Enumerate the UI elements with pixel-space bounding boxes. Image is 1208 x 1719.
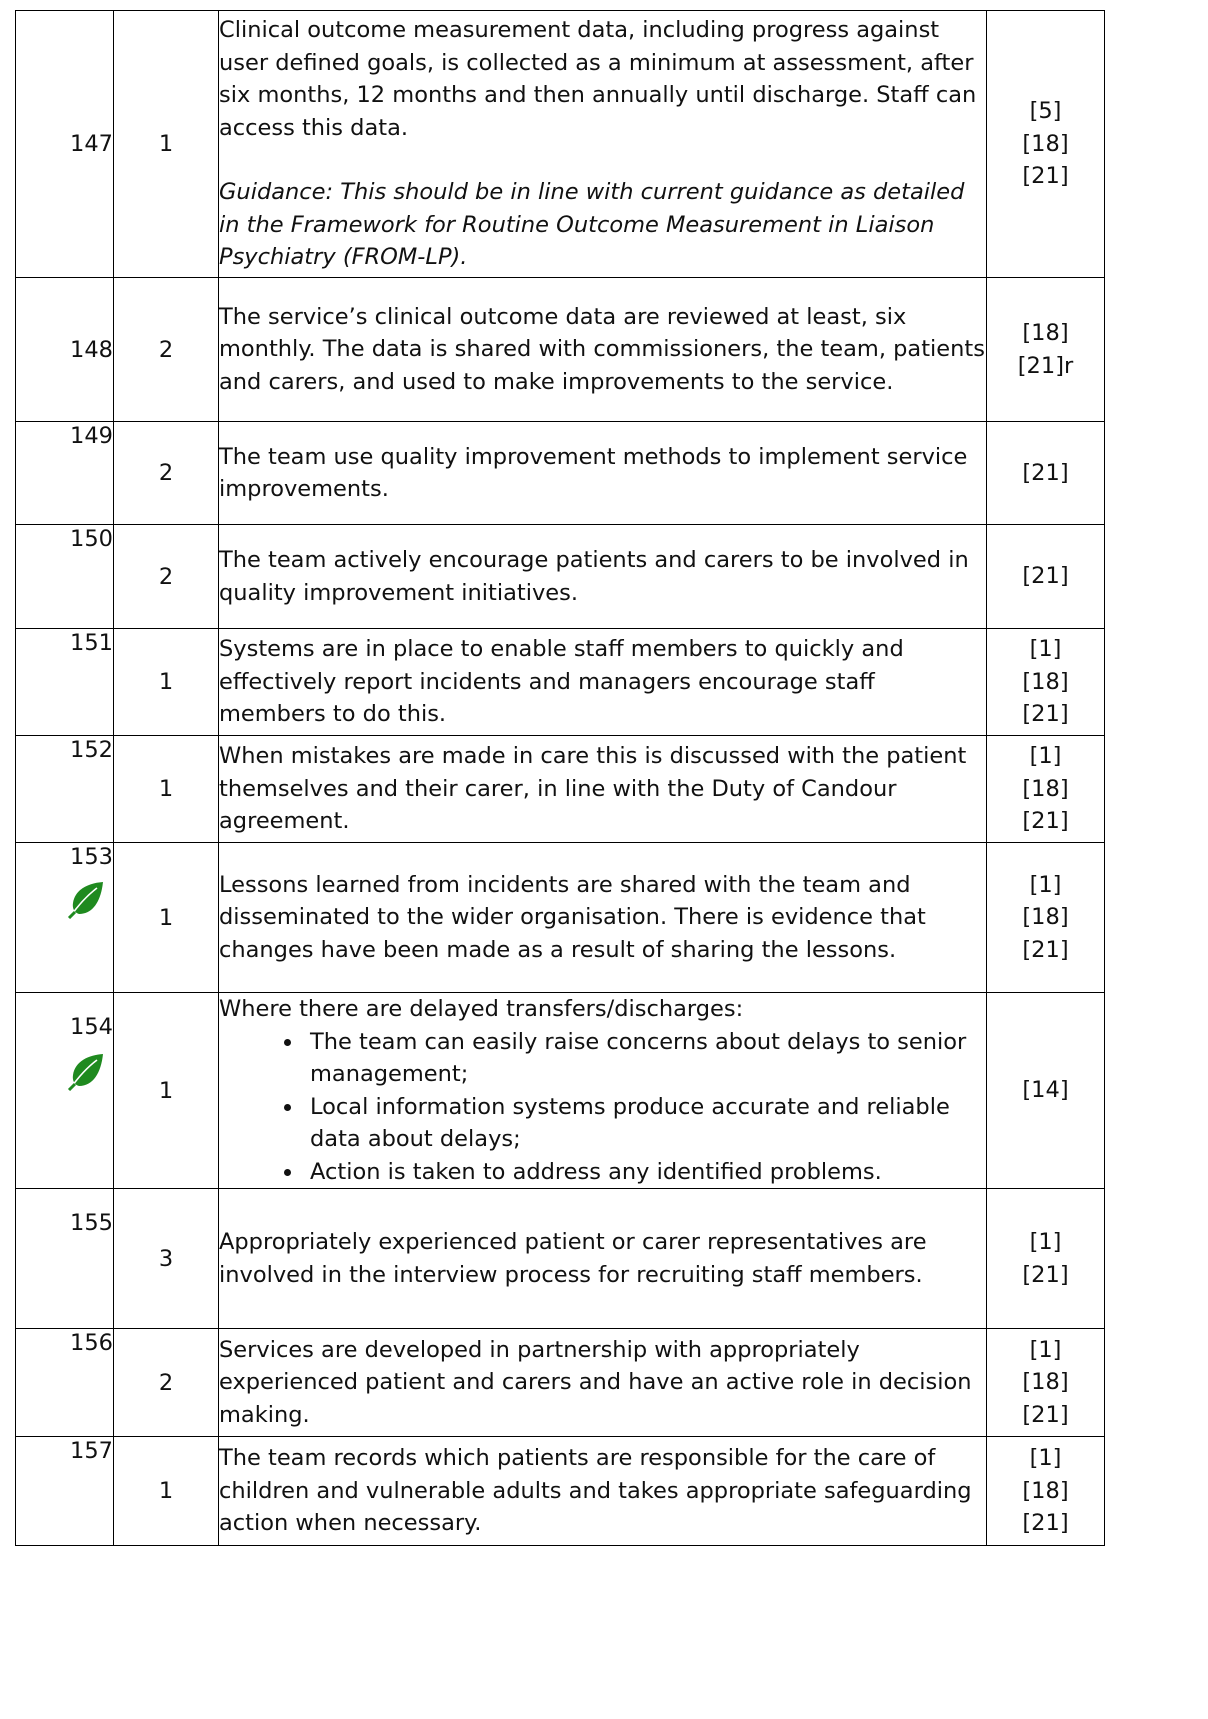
standard-level: 1 — [114, 629, 219, 736]
standard-text: The team records which patients are responsible for the care of children and vulnerable adults and takes appropriate safeguarding action when necessary. — [219, 1445, 972, 1537]
reference: [21] — [1022, 1261, 1069, 1288]
reference: [18] — [1022, 775, 1069, 802]
standard-text-cell — [219, 736, 987, 843]
references-cell — [987, 1437, 1105, 1546]
standard-text: Services are developed in partnership with appropriately experienced patient and carers and have an active role in decision making. — [219, 1336, 972, 1428]
table-row — [16, 278, 1105, 422]
standards-table — [15, 10, 1105, 1546]
standard-number-cell — [16, 422, 114, 525]
standard-level: 1 — [114, 843, 219, 993]
standard-text: Clinical outcome measurement data, including progress against user defined goals, is collected as a minimum at assessment, after six months, 12 months and then annually until discharge. Staff can access this data. — [219, 17, 977, 141]
table-row — [16, 1329, 1105, 1437]
table-row — [16, 422, 1105, 525]
standard-text: The team use quality improvement methods to implement service improvements. — [219, 443, 968, 502]
table-row — [16, 629, 1105, 736]
standard-number-cell — [16, 525, 114, 629]
standard-text: Lessons learned from incidents are shared with the team and disseminated to the wider organisation. There is evidence that changes have been made as a result of sharing the lessons. — [219, 871, 926, 963]
table-row — [16, 525, 1105, 629]
standard-guidance: Guidance: This should be in line with current guidance as detailed in the Framework for Routine Outcome Measurement in Liaison Psychiatry (FROM-LP). — [219, 179, 965, 271]
leaf-icon — [67, 879, 107, 919]
references-cell — [987, 278, 1105, 422]
table-row — [16, 1437, 1105, 1546]
standard-number-cell — [16, 736, 114, 843]
reference: [21] — [1022, 1401, 1069, 1428]
reference: [1] — [1029, 1445, 1062, 1472]
bullet-list — [219, 1026, 986, 1189]
standard-level: 3 — [114, 1189, 219, 1329]
standard-level: 2 — [114, 278, 219, 422]
standard-level: 2 — [114, 422, 219, 525]
reference: [21] — [1022, 1510, 1069, 1537]
table-row — [16, 11, 1105, 278]
reference: [21] — [1022, 563, 1069, 590]
table-row — [16, 993, 1105, 1189]
reference: [18] — [1022, 130, 1069, 157]
standard-text-cell — [219, 525, 987, 629]
standard-number-cell — [16, 629, 114, 736]
standard-number: 152 — [70, 737, 113, 763]
references-cell — [987, 525, 1105, 629]
standard-text: The team actively encourage patients and carers to be involved in quality improvement initiatives. — [219, 547, 969, 606]
standard-number-cell — [16, 278, 114, 422]
standard-number: 149 — [70, 423, 113, 449]
standard-text-cell — [219, 1329, 987, 1437]
references-cell — [987, 11, 1105, 278]
table-row — [16, 736, 1105, 843]
standard-text-cell — [219, 993, 987, 1189]
standard-number-cell — [16, 843, 114, 993]
reference: [21] — [1022, 701, 1069, 728]
standard-level: 1 — [114, 736, 219, 843]
references-cell — [987, 843, 1105, 993]
list-item: • Action is taken to address any identified problems. — [304, 1156, 986, 1189]
standard-level: 1 — [114, 1437, 219, 1546]
standard-text: When mistakes are made in care this is discussed with the patient themselves and their carer, in line with the Duty of Candour agreement. — [219, 743, 967, 835]
standard-level: 1 — [114, 11, 219, 278]
reference: [21]r — [1017, 352, 1074, 379]
reference: [14] — [1022, 1077, 1069, 1104]
references-cell — [987, 993, 1105, 1189]
standard-number: 157 — [70, 1438, 113, 1464]
references-cell — [987, 1189, 1105, 1329]
standard-text-cell — [219, 843, 987, 993]
standard-text: Systems are in place to enable staff members to quickly and effectively report incidents and managers encourage staff members to do this. — [219, 636, 904, 728]
standard-number: 154 — [70, 1014, 113, 1040]
references-cell — [987, 629, 1105, 736]
references-cell — [987, 736, 1105, 843]
standard-number-cell — [16, 11, 114, 278]
standard-text-cell — [219, 278, 987, 422]
reference: [21] — [1022, 163, 1069, 190]
standard-text-cell — [219, 11, 987, 278]
standard-number: 151 — [70, 630, 113, 656]
standard-number: 155 — [70, 1210, 113, 1236]
leaf-icon — [67, 1051, 107, 1091]
list-item: • Local information systems produce accurate and reliable data about delays; — [304, 1091, 986, 1156]
reference: [18] — [1022, 320, 1069, 346]
reference: [21] — [1022, 936, 1069, 963]
standard-number: 150 — [70, 526, 113, 552]
standard-text: Where there are delayed transfers/discharges: — [219, 996, 744, 1022]
standard-text-cell — [219, 1437, 987, 1546]
reference: [1] — [1029, 636, 1062, 663]
reference: [21] — [1022, 459, 1069, 486]
reference: [5] — [1029, 98, 1062, 125]
reference: [21] — [1022, 808, 1069, 835]
reference: [1] — [1029, 743, 1062, 770]
standard-number: 148 — [70, 336, 113, 363]
standard-text-cell — [219, 1189, 987, 1329]
list-item: • The team can easily raise concerns about delays to senior management; — [304, 1026, 986, 1091]
standard-number: 153 — [70, 844, 113, 870]
table-row — [16, 843, 1105, 993]
reference: [18] — [1022, 668, 1069, 695]
reference: [18] — [1022, 1477, 1069, 1504]
standard-text: Appropriately experienced patient or carer representatives are involved in the interview process for recruiting staff members. — [219, 1229, 927, 1288]
standard-level: 2 — [114, 525, 219, 629]
standard-number-cell — [16, 993, 114, 1189]
standard-text: The service’s clinical outcome data are reviewed at least, six monthly. The data is shared with commissioners, the team, patients and carers, and used to make improvements to the service. — [219, 303, 985, 395]
standard-number-cell — [16, 1329, 114, 1437]
reference: [1] — [1029, 1229, 1062, 1255]
references-cell — [987, 1329, 1105, 1437]
references-cell — [987, 422, 1105, 525]
standard-number-cell — [16, 1189, 114, 1329]
reference: [1] — [1029, 1336, 1062, 1363]
reference: [1] — [1029, 871, 1062, 898]
standard-level: 2 — [114, 1329, 219, 1437]
reference: [18] — [1022, 1369, 1069, 1396]
standard-text-cell — [219, 422, 987, 525]
table-row — [16, 1189, 1105, 1329]
reference: [18] — [1022, 904, 1069, 931]
standard-number-cell — [16, 1437, 114, 1546]
standard-level: 1 — [114, 993, 219, 1189]
standard-number: 147 — [70, 131, 113, 157]
standard-text-cell — [219, 629, 987, 736]
standard-number: 156 — [70, 1330, 113, 1356]
